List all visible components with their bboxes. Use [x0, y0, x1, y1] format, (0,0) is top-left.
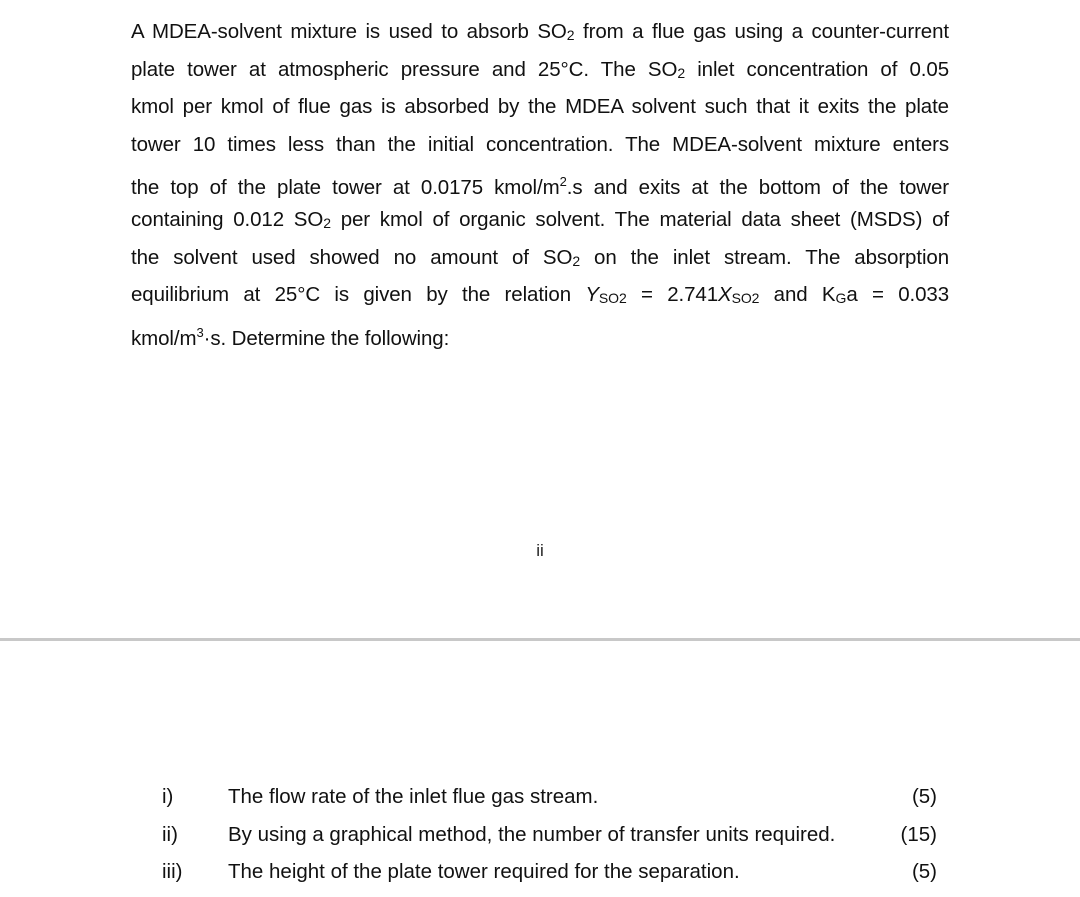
problem-line: A MDEA-solvent mixture is used to absorb SO2 from a flue gas using a counter-current — [131, 20, 949, 43]
problem-line: plate tower at atmospheric pressure and 25°C. The SO2 inlet concentration of 0.05 — [131, 57, 949, 81]
page-number: ii — [536, 541, 544, 560]
question-list — [0, 778, 1080, 891]
question-text: The height of the plate tower required for the separation. — [228, 860, 740, 883]
question-number: i) — [162, 785, 174, 808]
question-marks: (15) — [900, 822, 937, 846]
problem-line: tower 10 times less than the initial concentration. The MDEA-solvent mixture enters — [131, 132, 949, 156]
problem-line-equilibrium: equilibrium at 25°C is given by the relation YSO2 = 2.741XSO2 and KGa = 0.033 — [131, 283, 949, 307]
question-marks: (5) — [911, 860, 937, 883]
question-number: iii) — [162, 860, 183, 883]
question-item — [0, 816, 1080, 854]
problem-line: kmol/$m^3\cdot s$. Determine the following: — [131, 324, 450, 350]
problem-statement — [131, 13, 949, 351]
question-text: The flow rate of the inlet flue gas stream. — [228, 785, 599, 808]
question-item — [0, 853, 1080, 891]
problem-line: kmol per kmol of flue gas is absorbed by the MDEA solvent such that it exits the plate — [131, 95, 949, 119]
problem-line: the solvent used showed no amount of SO2 on the inlet stream. The absorption — [131, 245, 950, 269]
page-divider — [0, 638, 1080, 641]
question-number: ii) — [162, 822, 178, 846]
question-marks: (5) — [911, 785, 937, 808]
problem-line: the top of the plate tower at 0.0175 kmol/$m^2.s$ and exits at the bottom of the tower — [131, 174, 949, 200]
question-text: By using a graphical method, the number of transfer units required. — [228, 822, 836, 846]
question-item — [0, 778, 1080, 816]
problem-line: containing 0.012 SO2 per kmol of organic solvent. The material data sheet (MSDS) of — [131, 207, 950, 231]
